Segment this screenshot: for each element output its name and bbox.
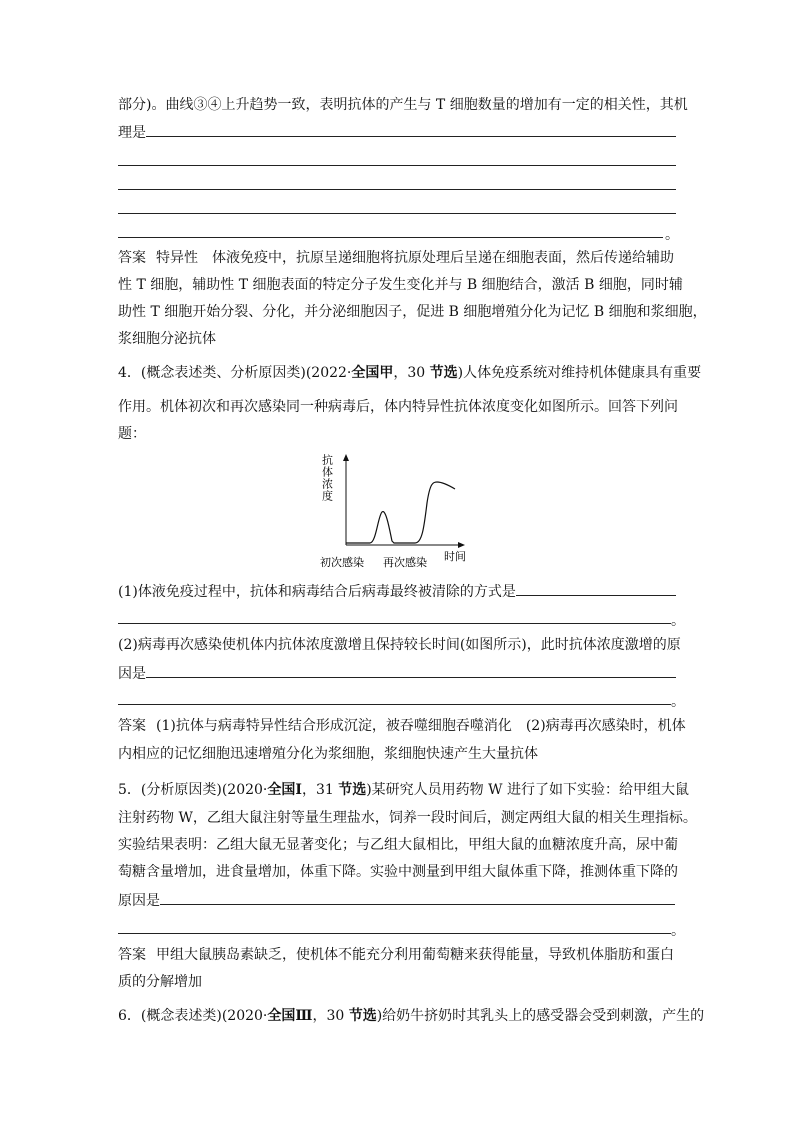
y-axis-arrow [343,454,349,461]
answer-blank[interactable] [516,580,676,596]
chart-xlabel: 时间 [444,550,466,563]
q4-answer-line1: 答案 (1)抗体与病毒特异性结合形成沉淀，被吞噬细胞吞噬消化 (2)病毒再次感染时，机体 [118,718,686,734]
q4-sub1-line: (1)体液免疫过程中，抗体和病毒结合后病毒最终被清除的方式是 [118,580,676,602]
q4-sub2-line2: 因是 [118,662,676,684]
q3-answer-line4: 浆细胞分泌抗体 [118,331,216,347]
q3-text-line2: 理是 [118,121,676,143]
q5-stem-line4: 萄糖含量增加，进食量增加，体重下降。实验中测量到甲组大鼠体重下降，推测体重下降的 [118,864,678,880]
answer-tag: 答案 [118,947,146,963]
q6-stem-line1: 6．(概念表述类)(2020·全国Ⅲ，30 节选)给奶牛挤奶时其乳头上的感受器会受到刺激，产生的 [118,1008,705,1024]
q4-stem-line1: 4．(概念表述类、分析原因类)(2022·全国甲，30 节选)人体免疫系统对维持机体健康具有重要 [118,365,702,381]
q4-stem-line3: 题： [118,426,146,442]
answer-rule[interactable] [118,623,671,624]
q5-stem-line5: 原因是 [118,889,675,911]
q4-answer-line2: 内相应的记忆细胞迅速增殖分化为浆细胞，浆细胞快速产生大量抗体 [118,746,538,762]
period-mark: 。 [671,923,685,939]
q4-sub2-line1: (2)病毒再次感染使机体内抗体浓度激增且保持较长时间(如图所示)，此时抗体浓度激增的原 [118,637,681,653]
answer-rule[interactable] [118,189,676,190]
x-axis-arrow [458,542,465,548]
q3-answer-line1: 答案 特异性 体液免疫中，抗原呈递细胞将抗原处理后呈递在细胞表面，然后传递给辅助 [118,250,674,266]
answer-rule[interactable] [118,704,671,705]
q4-stem-line2: 作用。机体初次和再次感染同一种病毒后，体内特异性抗体浓度变化如图所示。回答下列问 [118,399,678,415]
q3-answer-line3: 助性 T 细胞开始分裂、分化，并分泌细胞因子，促进 B 细胞增殖分化为记忆 B 细胞和浆细胞， [118,304,707,320]
q5-stem-line1: 5．(分析原因类)(2020·全国Ⅰ，31 节选)某研究人员用药物 W 进行了如下实验：给甲组大鼠 [118,782,689,798]
answer-rule[interactable] [118,213,676,214]
answer-blank[interactable] [146,662,676,678]
chart-annotation-reinfection: 再次感染 [383,556,427,569]
q5-stem-line3: 实验结果表明：乙组大鼠无显著变化；与乙组大鼠相比，甲组大鼠的血糖浓度升高，尿中葡 [118,837,678,853]
answer-tag: 答案 [118,250,146,266]
q5-answer-line1: 答案 甲组大鼠胰岛素缺乏，使机体不能充分利用葡萄糖来获得能量，导致机体脂肪和蛋白 [118,947,674,963]
answer-blank[interactable] [160,889,675,905]
answer-rule[interactable] [118,165,676,166]
q3-answer-line2: 性 T 细胞，辅助性 T 细胞表面的特定分子发生变化并与 B 细胞结合，激活 B 细胞，同时辅 [118,277,683,293]
antibody-curve [346,482,455,543]
q5-answer-line2: 质的分解增加 [118,974,202,990]
period-mark: 。 [671,613,685,629]
chart-annotation-first-infection: 初次感染 [320,556,364,569]
answer-blank[interactable] [146,121,676,137]
chart-ylabel: 抗体浓度 [320,454,334,502]
antibody-concentration-chart [310,448,480,573]
q3-text-line1: 部分)。曲线③④上升趋势一致，表明抗体的产生与 T 细胞数量的增加有一定的相关性，其机 [118,97,688,113]
period-mark: 。 [665,227,679,243]
q5-stem-line2: 注射药物 W，乙组大鼠注射等量生理盐水，饲养一段时间后，测定两组大鼠的相关生理指标。 [118,810,697,826]
period-mark: 。 [671,694,685,710]
answer-rule[interactable] [118,933,671,934]
answer-rule[interactable] [118,237,663,238]
answer-tag: 答案 [118,718,146,734]
